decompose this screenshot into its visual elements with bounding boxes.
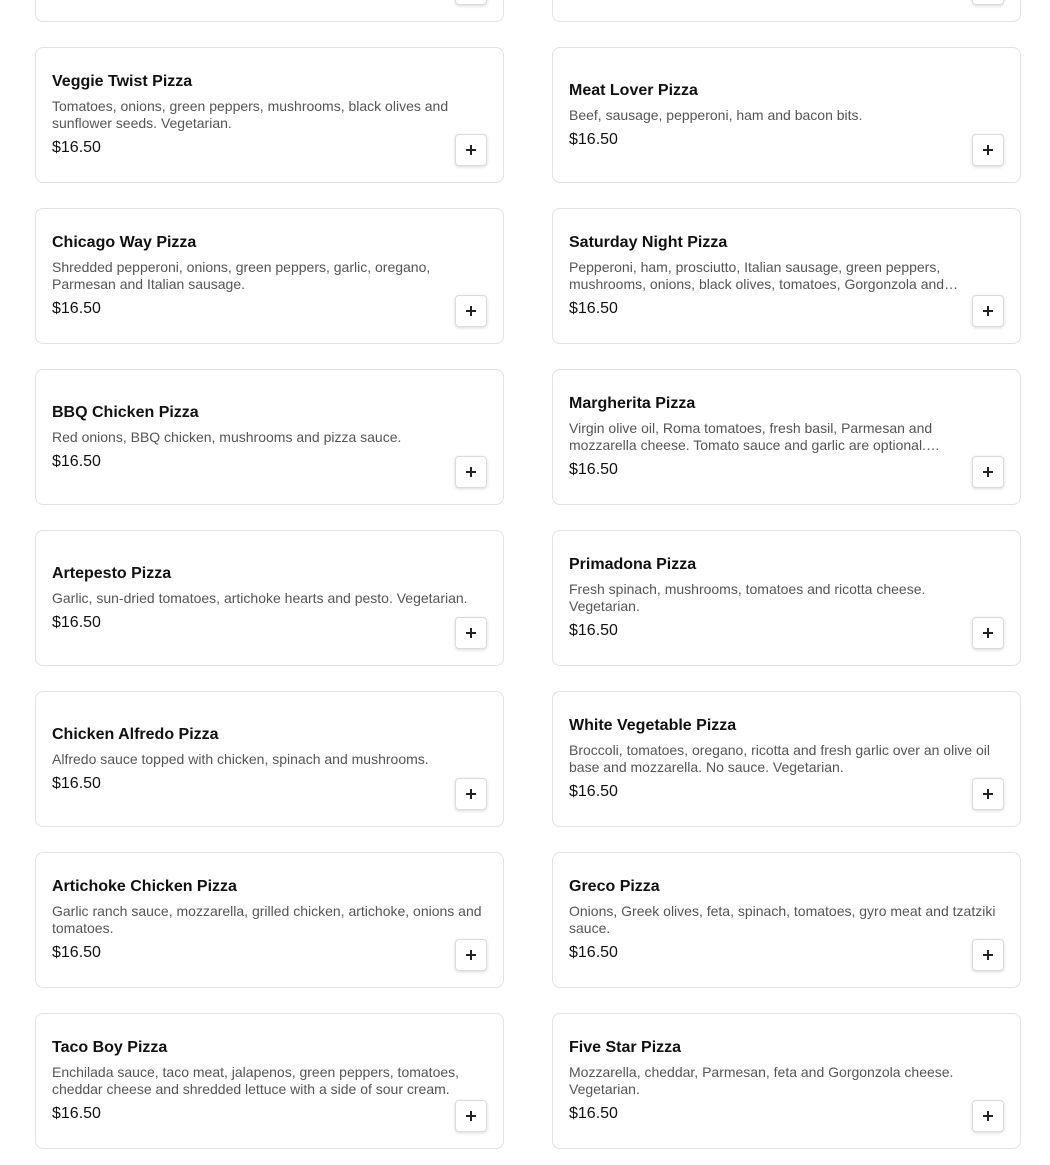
- menu-item-description: Beef, sausage, pepperoni, ham and bacon bits.: [569, 106, 863, 123]
- menu-item-price: $16.50: [569, 1105, 618, 1122]
- menu-item-info: [52, 725, 482, 794]
- menu-item-description: Garlic, sun-dried tomatoes, artichoke hearts and pesto. Vegetarian.: [52, 589, 468, 606]
- menu-item-price: $16.50: [569, 300, 618, 317]
- menu-item-description: Virgin olive oil, Roma tomatoes, fresh basil, Parmesan and mozzarella cheese. Tomato sauce and garlic are optional.…: [569, 420, 940, 453]
- menu-item-name: Greco Pizza: [569, 878, 660, 895]
- plus-icon: [466, 145, 476, 155]
- menu-item-info: [52, 72, 482, 158]
- menu-item-card[interactable]: [35, 1013, 504, 1149]
- menu-item-price: $16.50: [569, 783, 618, 800]
- menu-item-card[interactable]: [35, 0, 504, 22]
- add-item-button[interactable]: [455, 939, 487, 971]
- add-item-button[interactable]: [972, 1100, 1004, 1132]
- menu-item-info: [569, 877, 999, 963]
- menu-item-name: Veggie Twist Pizza: [52, 73, 193, 90]
- menu-item-name: Saturday Night Pizza: [569, 234, 728, 251]
- add-item-button[interactable]: [972, 617, 1004, 649]
- menu-item-card[interactable]: [552, 369, 1021, 505]
- menu-item-price: $16.50: [52, 452, 101, 470]
- menu-item-info: [52, 233, 482, 319]
- menu-item-name: BBQ Chicken Pizza: [52, 403, 199, 421]
- menu-item-info: [569, 555, 999, 641]
- menu-item-card[interactable]: [552, 208, 1021, 344]
- menu-item-price: $16.50: [52, 139, 101, 156]
- menu-item-info: [52, 564, 482, 633]
- menu-item-info: [569, 716, 999, 802]
- menu-item-price: $16.50: [52, 613, 101, 631]
- plus-icon: [983, 306, 993, 316]
- plus-icon: [983, 950, 993, 960]
- menu-item-card[interactable]: [35, 530, 504, 666]
- menu-item-description: Alfredo sauce topped with chicken, spinach and mushrooms.: [52, 750, 429, 767]
- menu-item-card[interactable]: [552, 0, 1021, 22]
- menu-item-price: $16.50: [52, 774, 101, 792]
- add-item-button[interactable]: [455, 0, 487, 5]
- menu-item-name: Taco Boy Pizza: [52, 1039, 168, 1056]
- menu-item-info: [52, 1038, 482, 1124]
- menu-item-price: $16.50: [569, 622, 618, 639]
- menu-item-name: Margherita Pizza: [569, 395, 696, 412]
- menu-item-name: Artepesto Pizza: [52, 564, 172, 582]
- menu-item-description: Fresh spinach, mushrooms, tomatoes and ricotta cheese. Vegetarian.: [569, 581, 926, 614]
- plus-icon: [983, 467, 993, 477]
- menu-item-price: $16.50: [569, 461, 618, 478]
- menu-item-name: Meat Lover Pizza: [569, 81, 698, 99]
- menu-item-name: Primadona Pizza: [569, 556, 697, 573]
- menu-item-description: Enchilada sauce, taco meat, jalapenos, green peppers, tomatoes, cheddar cheese and shredded lettuce with a side of sour cream.: [52, 1064, 460, 1097]
- menu-item-card[interactable]: [35, 208, 504, 344]
- plus-icon: [466, 306, 476, 316]
- menu-item-name: Chicago Way Pizza: [52, 234, 197, 251]
- plus-icon: [983, 1111, 993, 1121]
- menu-item-card[interactable]: [552, 1013, 1021, 1149]
- menu-item-grid: [35, 0, 1021, 1149]
- menu-item-description: Pepperoni, ham, prosciutto, Italian sausage, green peppers, mushrooms, onions, black olives, tomatoes, Gorgonzola and…: [569, 259, 959, 292]
- menu-item-card[interactable]: [35, 369, 504, 505]
- add-item-button[interactable]: [455, 134, 487, 166]
- menu-item-description: Broccoli, tomatoes, oregano, ricotta and fresh garlic over an olive oil base and mozzarella. No sauce. Vegetarian.: [569, 742, 990, 775]
- menu-item-price: $16.50: [52, 300, 101, 317]
- menu-item-card[interactable]: [552, 530, 1021, 666]
- add-item-button[interactable]: [972, 0, 1004, 5]
- menu-item-price: $16.50: [569, 944, 618, 961]
- menu-item-info: [52, 877, 482, 963]
- add-item-button[interactable]: [972, 134, 1004, 166]
- menu-item-name: Artichoke Chicken Pizza: [52, 878, 237, 895]
- menu-item-info: [569, 81, 999, 150]
- menu-item-name: Chicken Alfredo Pizza: [52, 725, 219, 743]
- add-item-button[interactable]: [455, 778, 487, 810]
- add-item-button[interactable]: [455, 456, 487, 488]
- menu-item-info: [569, 233, 999, 319]
- menu-item-description: Shredded pepperoni, onions, green peppers, garlic, oregano, Parmesan and Italian sausage.: [52, 259, 431, 292]
- menu-item-info: [569, 394, 999, 480]
- plus-icon: [466, 950, 476, 960]
- add-item-button[interactable]: [972, 295, 1004, 327]
- plus-icon: [466, 789, 476, 799]
- menu-item-info: [569, 1038, 999, 1124]
- add-item-button[interactable]: [455, 617, 487, 649]
- menu-item-description: Tomatoes, onions, green peppers, mushrooms, black olives and sunflower seeds. Vegetarian.: [52, 98, 449, 131]
- menu-item-price: $16.50: [52, 1105, 101, 1122]
- plus-icon: [983, 789, 993, 799]
- plus-icon: [466, 467, 476, 477]
- menu-item-card[interactable]: [552, 691, 1021, 827]
- menu-item-card[interactable]: [35, 47, 504, 183]
- menu-item-card[interactable]: [552, 47, 1021, 183]
- menu-item-price: $16.50: [52, 944, 101, 961]
- add-item-button[interactable]: [972, 778, 1004, 810]
- add-item-button[interactable]: [972, 456, 1004, 488]
- menu-item-description: Garlic ranch sauce, mozzarella, grilled chicken, artichoke, onions and tomatoes.: [52, 903, 482, 936]
- plus-icon: [466, 1111, 476, 1121]
- menu-item-card[interactable]: [552, 852, 1021, 988]
- menu-item-info: [52, 403, 482, 472]
- menu-item-description: Mozzarella, cheddar, Parmesan, feta and Gorgonzola cheese. Vegetarian.: [569, 1064, 954, 1097]
- add-item-button[interactable]: [455, 1100, 487, 1132]
- menu-item-description: Onions, Greek olives, feta, spinach, tomatoes, gyro meat and tzatziki sauce.: [569, 903, 996, 936]
- add-item-button[interactable]: [972, 939, 1004, 971]
- menu-item-price: $16.50: [569, 130, 618, 148]
- add-item-button[interactable]: [455, 295, 487, 327]
- plus-icon: [983, 628, 993, 638]
- menu-item-card[interactable]: [35, 691, 504, 827]
- menu-item-name: White Vegetable Pizza: [569, 717, 737, 734]
- plus-icon: [983, 145, 993, 155]
- menu-item-name: Five Star Pizza: [569, 1039, 682, 1056]
- plus-icon: [466, 628, 476, 638]
- menu-item-description: Red onions, BBQ chicken, mushrooms and pizza sauce.: [52, 428, 402, 445]
- menu-item-card[interactable]: [35, 852, 504, 988]
